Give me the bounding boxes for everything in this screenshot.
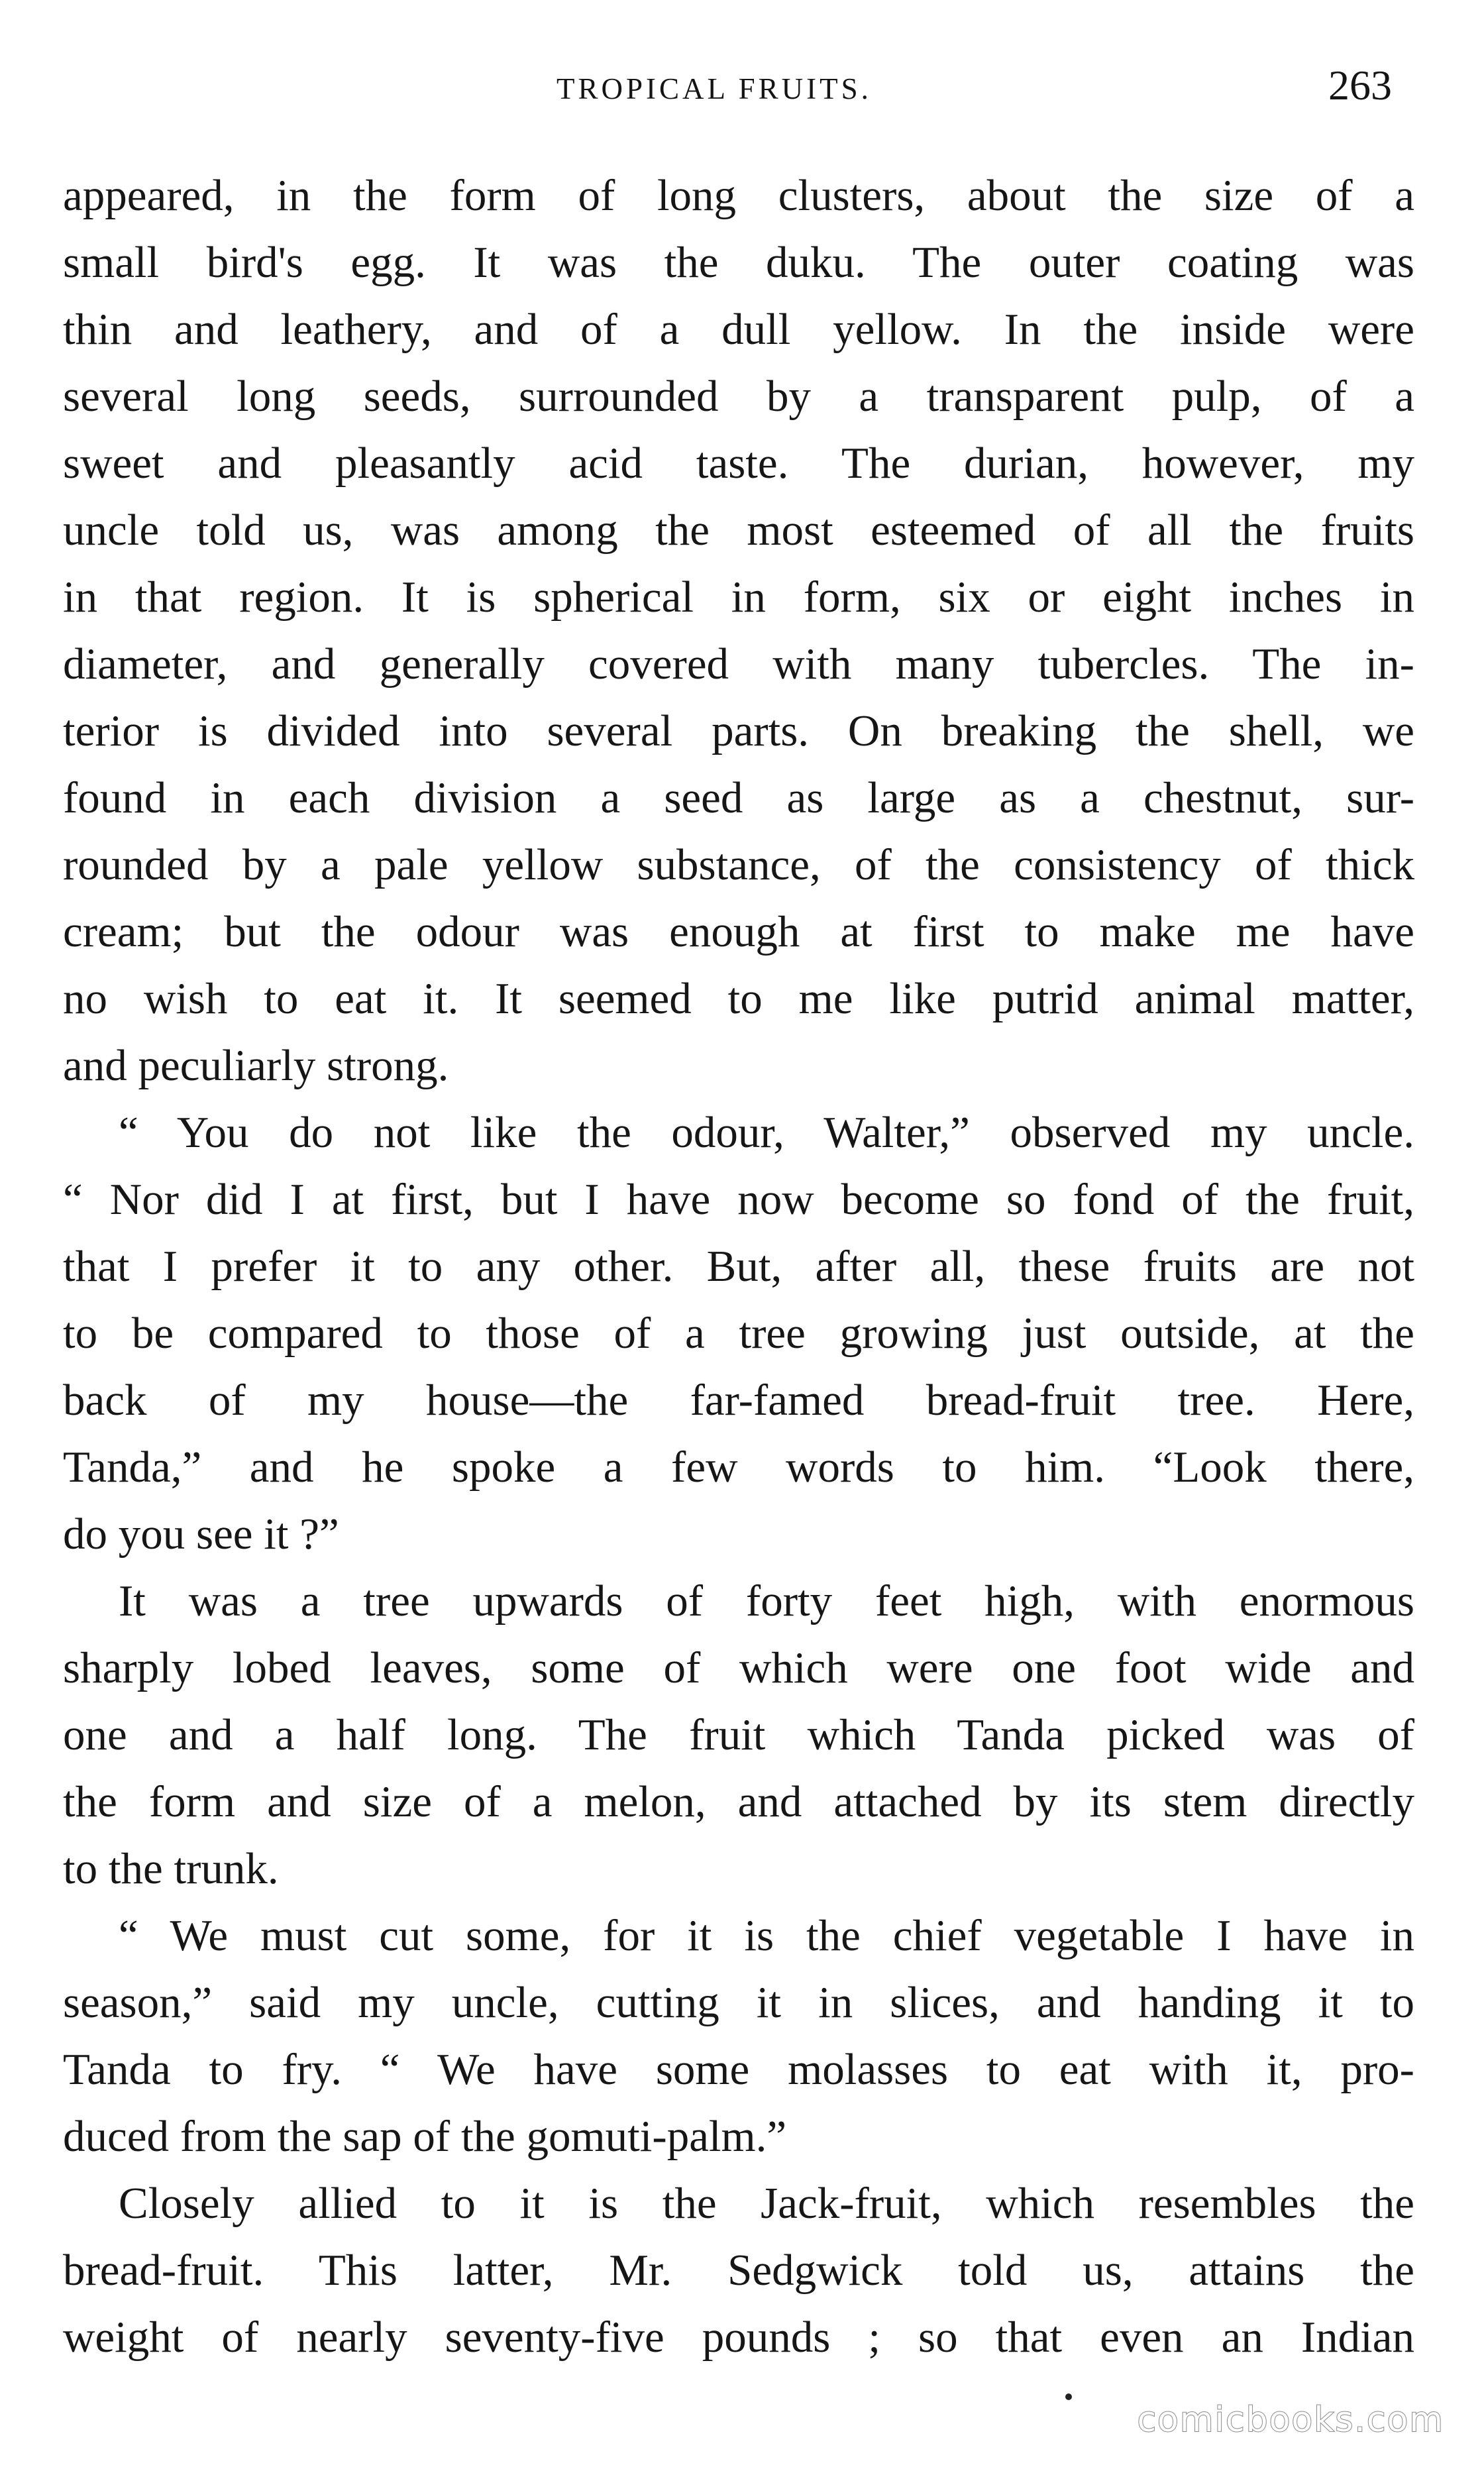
text-line: It was a tree upwards of forty feet high, with enormous bbox=[119, 1576, 1414, 1625]
text-line: weight of nearly seventy-five pounds ; so that even an Indian bbox=[63, 2313, 1414, 2362]
text-line: in that region. It is spherical in form, six or eight inches in bbox=[63, 573, 1414, 622]
text-line: Tanda,” and he spoke a few words to him. “Look there, bbox=[63, 1443, 1414, 1492]
text-line: that I prefer it to any other. But, after all, these fruits are not bbox=[63, 1242, 1414, 1291]
text-line: found in each division a seed as large as a chestnut, sur- bbox=[63, 773, 1414, 822]
text-line: back of my house—the far-famed bread-fruit tree. Here, bbox=[63, 1376, 1414, 1425]
text-line: several long seeds, surrounded by a transparent pulp, of a bbox=[63, 372, 1414, 421]
text-line: no wish to eat it. It seemed to me like putrid animal matter, bbox=[63, 974, 1414, 1023]
text-line: to be compared to those of a tree growing just outside, at the bbox=[63, 1309, 1414, 1358]
text-line: terior is divided into several parts. On breaking the shell, we bbox=[63, 706, 1414, 755]
ink-speck bbox=[1065, 2393, 1072, 2400]
text-line: “ We must cut some, for it is the chief vegetable I have in bbox=[119, 1911, 1414, 1960]
text-line: season,” said my uncle, cutting it in slices, and handing it to bbox=[63, 1978, 1414, 2027]
watermark: comicbooks.com bbox=[1137, 2400, 1444, 2440]
text-line: sweet and pleasantly acid taste. The durian, however, my bbox=[63, 439, 1414, 488]
body-text bbox=[63, 162, 1414, 2371]
text-line: to the trunk. bbox=[63, 1844, 279, 1893]
text-line: appeared, in the form of long clusters, about the size of a bbox=[63, 171, 1414, 220]
text-line: thin and leathery, and of a dull yellow. In the inside were bbox=[63, 305, 1414, 354]
text-line: diameter, and generally covered with many tubercles. The in- bbox=[63, 639, 1414, 688]
text-line: cream; but the odour was enough at first to make me have bbox=[63, 907, 1414, 956]
text-line: do you see it ?” bbox=[63, 1510, 339, 1559]
text-line: small bird's egg. It was the duku. The outer coating was bbox=[63, 238, 1414, 287]
text-line: and peculiarly strong. bbox=[63, 1041, 449, 1090]
text-line: “ You do not like the odour, Walter,” observed my uncle. bbox=[119, 1108, 1414, 1157]
text-line: duced from the sap of the gomuti-palm.” bbox=[63, 2112, 787, 2161]
text-line: the form and size of a melon, and attached by its stem directly bbox=[63, 1777, 1414, 1826]
page-number: 263 bbox=[1328, 62, 1392, 109]
text-line: Closely allied to it is the Jack-fruit, which resembles the bbox=[119, 2179, 1414, 2228]
text-line: uncle told us, was among the most esteemed of all the fruits bbox=[63, 506, 1414, 555]
text-line: bread-fruit. This latter, Mr. Sedgwick told us, attains the bbox=[63, 2246, 1414, 2295]
running-title: TROPICAL FRUITS. bbox=[556, 72, 872, 105]
text-line: one and a half long. The fruit which Tanda picked was of bbox=[63, 1710, 1414, 1759]
text-line: sharply lobed leaves, some of which were one foot wide and bbox=[63, 1643, 1414, 1692]
text-line: “ Nor did I at first, but I have now become so fond of the fruit, bbox=[63, 1175, 1414, 1224]
text-line: rounded by a pale yellow substance, of the consistency of thick bbox=[63, 840, 1414, 889]
text-line: Tanda to fry. “ We have some molasses to eat with it, pro- bbox=[63, 2045, 1414, 2094]
